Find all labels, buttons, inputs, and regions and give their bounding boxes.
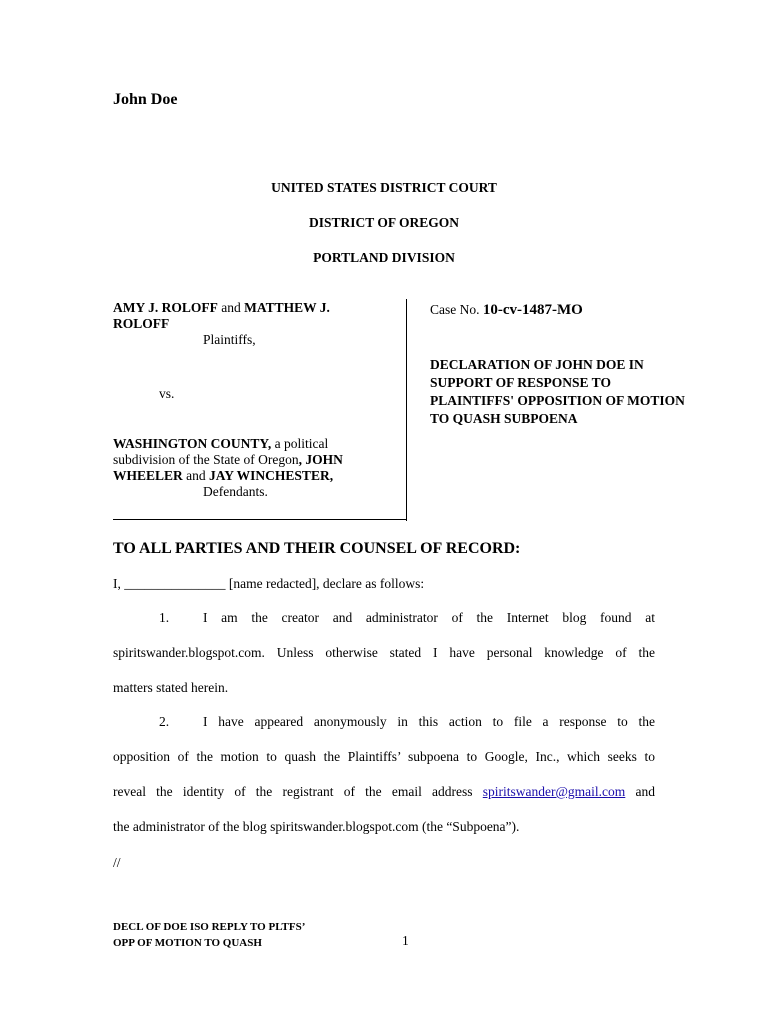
paragraph-2-line-3: [113, 784, 655, 800]
intro-line: I, _______________ [name redacted], declare as follows:: [113, 576, 425, 591]
paragraph-2-line-2: opposition of the motion to quash the Plaintiffs’ subpoena to Google, Inc., which seeks to: [113, 749, 655, 764]
defendant-name-3: JAY WINCHESTER,: [209, 468, 334, 483]
defendant-name-1: WASHINGTON COUNTY,: [113, 436, 272, 451]
paragraph-1-line-2: spiritswander.blogspot.com. Unless otherwise stated I have personal knowledge of the: [113, 645, 655, 660]
paragraph-1-number: 1.: [159, 610, 170, 625]
addressee-heading: TO ALL PARTIES AND THEIR COUNSEL OF RECORD:: [113, 540, 521, 557]
plaintiff-name-1: AMY J. ROLOFF: [113, 300, 218, 315]
case-caption-parties: [113, 300, 403, 500]
caption-and-2: and: [186, 468, 206, 483]
defendant-name-2b: WHEELER: [113, 468, 183, 483]
paragraph-1-line-3: matters stated herein.: [113, 680, 229, 695]
email-link[interactable]: spiritswander@gmail.com: [482, 784, 626, 799]
paragraph-2-line-3-text: reveal the identity of the registrant of the email address: [113, 784, 473, 799]
footer-line-1: DECL OF DOE ISO REPLY TO PLTFS’: [113, 921, 306, 933]
page-number: 1: [402, 933, 409, 948]
author-name: John Doe: [113, 91, 178, 108]
plaintiffs-line-1: [113, 300, 403, 316]
footer-line-2: OPP OF MOTION TO QUASH: [113, 937, 262, 949]
versus-label: vs.: [159, 386, 175, 401]
paragraph-1-line-1: I am the creator and administrator of the Internet blog found at: [203, 610, 655, 625]
continuation-mark: //: [113, 855, 121, 870]
defendants-line-3: [113, 468, 403, 484]
plaintiff-name-2b: ROLOFF: [113, 316, 170, 331]
caption-and-1: and: [221, 300, 241, 315]
defendant-desc-1: a political: [274, 436, 329, 451]
declaration-title: DECLARATION OF JOHN DOE IN SUPPORT OF RESPONSE TO PLAINTIFFS' OPPOSITION OF MOTION TO QUASH SUBPOENA: [430, 357, 685, 426]
defendant-name-2a: JOHN: [305, 452, 343, 467]
document-footer: [113, 919, 305, 951]
court-division: PORTLAND DIVISION: [313, 250, 455, 265]
paragraph-2-line-3-tail: and: [635, 784, 656, 799]
defendants-line-2: subdivision of the State of Oregon, JOHN: [113, 452, 343, 467]
paragraph-2-number: 2.: [159, 714, 170, 729]
plaintiffs-label: Plaintiffs,: [203, 332, 256, 347]
case-number: 10-cv-1487-MO: [482, 302, 583, 318]
defendants-label: Defendants.: [203, 484, 268, 499]
paragraph-2-line-1: I have appeared anonymously in this action to file a response to the: [203, 714, 655, 729]
court-district: DISTRICT OF OREGON: [308, 215, 460, 230]
case-number-label: Case No.: [430, 302, 480, 317]
paragraph-2-line-4: the administrator of the blog spiritswander.blogspot.com (the “Subpoena”).: [113, 819, 520, 834]
court-name: UNITED STATES DISTRICT COURT: [271, 180, 497, 195]
caption-horizontal-rule: [113, 519, 407, 520]
plaintiff-name-2a: MATTHEW J.: [244, 300, 330, 315]
caption-vertical-rule: [406, 299, 407, 521]
defendant-desc-2: subdivision of the State of Oregon: [113, 452, 299, 467]
case-number-block: [430, 302, 583, 319]
defendants-line-1: [113, 436, 403, 452]
